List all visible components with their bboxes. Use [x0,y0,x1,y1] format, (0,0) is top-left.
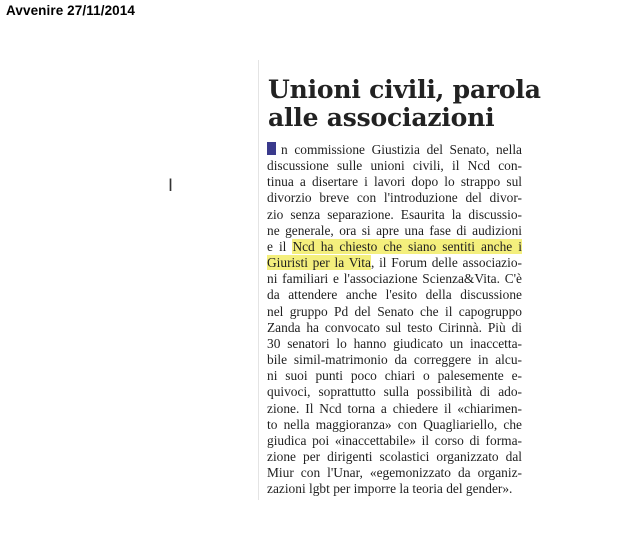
headline-line-2: alle associazioni [268,103,495,132]
article-line [267,255,522,271]
line-text: zione per dirigenti scolastici organizzato dal [267,448,522,464]
article-line [267,401,522,417]
article-line [267,368,522,384]
drop-cap-marker [267,142,276,155]
line-text: zione. Il Ncd torna a chiedere il «chiarimen- [267,400,522,416]
article-body [267,142,522,497]
line-text: to nella maggioranza» con Quagliariello, che [267,416,522,432]
article-line [267,190,522,206]
line-text: ni suoi punti poco chiari o palesemente e- [267,368,522,384]
source-label: Avvenire 27/11/2014 [6,3,136,18]
line-text: zio senza separazione. Esaurita la discussio- [267,206,522,222]
line-text: divorzio breve con l'introduzione del divor- [267,190,522,206]
article-line [267,449,522,465]
article-line [267,320,522,336]
text-cursor-icon: I [168,176,174,196]
scan-edge-divider [258,60,259,500]
line-text: ne generale, ora si apre una fase di audizioni [267,222,522,238]
article-line [267,304,522,320]
article-line [267,352,522,368]
article-line [267,336,522,352]
article-line [267,287,522,303]
article-line [267,481,522,497]
line-text: bile simil-matrimonio da correggere in alcu- [267,352,522,368]
line-text: zazioni lgbt per imporre la teoria del gender». [267,481,513,497]
line-text: tinua a disertare i lavori dopo lo strappo sul [267,174,522,190]
article-headline [268,76,568,132]
highlighted-text: Ncd ha chiesto che siano sentiti anche i [292,238,522,254]
line-text: discussione sulle unioni civili, il Ncd con- [267,158,522,174]
article-line [267,223,522,239]
article-line [267,271,522,287]
article-line [267,384,522,400]
headline-line-1: Unioni civili, parola [268,75,541,104]
article-line [267,158,522,174]
line-text: nel gruppo Pd del Senato che il capogruppo [267,303,522,319]
article-line [267,174,522,190]
line-text: Zanda ha convocato sul testo Cirinnà. Più di [267,319,522,335]
line-text: n commissione Giustizia del Senato, nella [281,142,522,157]
highlighted-text: Giuristi per la Vita [267,255,371,271]
article-line [267,433,522,449]
line-text: 30 senatori lo hanno giudicato un inaccetta- [267,335,522,351]
line-text: Miur con l'Unar, «egemonizzato da organiz- [267,465,522,481]
article-line [267,207,522,223]
line-text: da attendere anche l'esito della discussione [267,287,522,303]
line-text: quivoci, soprattutto sulla possibilità di ado- [267,384,522,400]
line-text: e il [267,238,293,254]
line-text: , il Forum delle associazio- [370,255,523,271]
article-line [267,239,522,255]
article-line [267,142,522,158]
article-line [267,465,522,481]
line-text: ni familiari e l'associazione Scienza&Vita. C'è [267,271,522,287]
article-line [267,417,522,433]
line-text: giudica poi «inaccettabile» il corso di forma- [267,432,522,448]
